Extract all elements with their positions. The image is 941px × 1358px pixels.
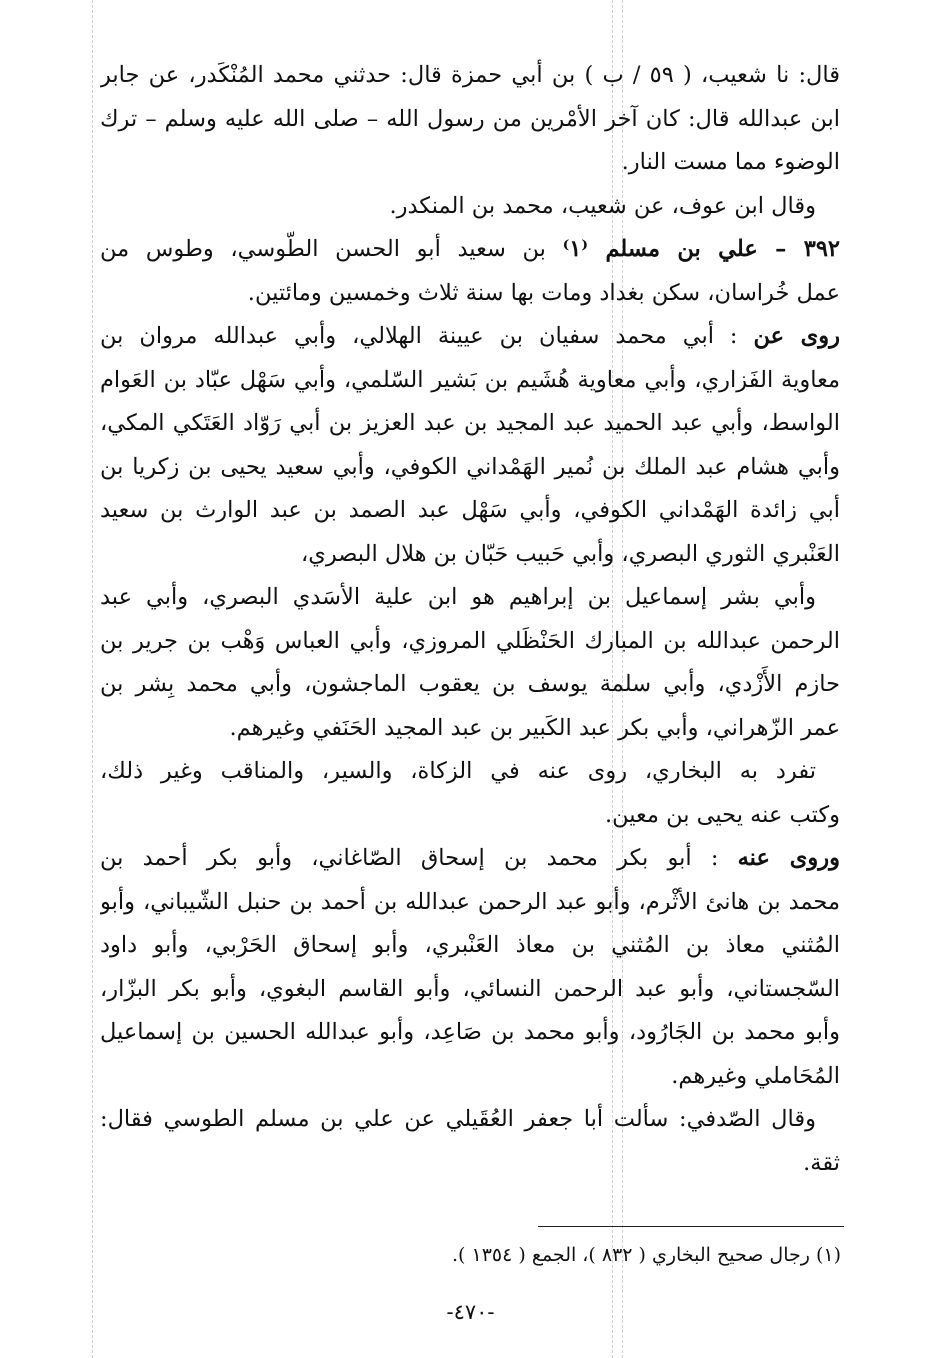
entry-heading-line: ٣٩٢ – علي بن مسلم ⁽١⁾ بن سعيد أبو الحسن الطّوسي، وطوس من	[100, 236, 840, 262]
text-line: الرحمن عبدالله بن المبارك الحَنْظَلي المروزي، وأبي العباس وَهْب بن جرير بن	[100, 627, 840, 654]
text-line: أبي زائدة الهَمْداني الكوفي، وأبي سَهْل عبد الصمد بن عبد الوارث بن سعيد	[100, 497, 840, 523]
page-number: -٤٧٠-	[446, 1300, 495, 1324]
text-line: ابن عبدالله قال: كان آخر الأمْرين من رسول الله – صلى الله عليه وسلم – ترك	[100, 105, 840, 132]
section-label: روى عن	[753, 323, 840, 349]
scan-fold-line	[92, 0, 93, 1358]
text-line: ثقة.	[803, 1149, 840, 1176]
entry-number-name: ٣٩٢ – علي بن مسلم ⁽١⁾	[562, 236, 840, 262]
text-line: وأبي بشر إسماعيل بن إبراهيم هو ابن علية الأسَدي البصري، وأبي عبد	[100, 584, 816, 610]
text-line: وأبو محمد بن الجَارُود، وأبو محمد بن صَاعِد، وأبو عبدالله الحسين بن إسماعيل	[100, 1019, 840, 1045]
text-line: الوضوء مما مست النار.	[621, 149, 840, 175]
text-line: المُثني معاذ بن المُثني بن معاذ العَنْبري، وأبو إسحاق الحَرْبي، وأبو داود	[100, 932, 840, 958]
footnote: (١) رجال صحيح البخاري ( ٨٣٢ )، الجمع ( ١٣٥٤ ).	[452, 1244, 841, 1266]
text-line: وقال ابن عوف، عن شعيب، محمد بن المنكدر.	[389, 192, 816, 219]
narrated-by-line: وروى عنه : أبو بكر محمد بن إسحاق الصّاغاني، وأبو بكر أحمد بن	[100, 845, 840, 871]
body-text	[100, 54, 840, 1185]
text-line: السّجستاني، وأبو عبد الرحمن النسائي، وأبو القاسم البغوي، وأبو بكر البزّار،	[100, 975, 840, 1002]
text-line: معاوية الفَزاري، وأبي معاوية هُشَيم بن بَشير السّلمي، وأبي سَهْل عبّاد بن العَوام	[100, 366, 840, 393]
text-line: قال: نا شعيب، ( ٥٩ / ب ) بن أبي حمزة قال: حدثني محمد المُنْكَدر، عن جابر	[100, 62, 840, 88]
text-line: وقال الصّدفي: سألت أبا جعفر العُقَيلي عن علي بن مسلم الطوسي فقال:	[100, 1106, 816, 1132]
text-line: المُحَاملي وغيرهم.	[671, 1062, 840, 1089]
text-line: تفرد به البخاري، روى عنه في الزكاة، والسير، والمناقب وغير ذلك،	[100, 758, 816, 784]
text-line: حازم الأَزْدي، وأبي سلمة يوسف بن يعقوب الماجشون، وأبي محمد بِشر بن	[100, 671, 840, 697]
text-line: العَنْبري الثوري البصري، وأبي حَبيب حَبّان بن هلال البصري،	[301, 540, 840, 567]
section-label: وروى عنه	[737, 845, 840, 871]
footnote-rule	[538, 1226, 844, 1227]
text-line: عمل خُراسان، سكن بغداد ومات بها سنة ثلاث وخمسين ومائتين.	[247, 279, 840, 306]
text-line: الواسط، وأبي عبد الحميد عبد المجيد بن عبد العزيز بن أبي رَوّاد العَتَكي المكي،	[100, 410, 840, 436]
text-line: محمد بن هانئ الأثْرم، وأبو عبد الرحمن عبدالله بن أحمد بن حنبل الشّيباني، وأبو	[100, 888, 840, 915]
text-line: عمر الزّهراني، وأبي بكر عبد الكَبير بن عبد المجيد الحَنَفي وغيرهم.	[229, 714, 840, 741]
text-line: وكتب عنه يحيى بن معين.	[604, 801, 840, 828]
text-line: وأبي هشام عبد الملك بن نُمير الهَمْداني الكوفي، وأبي سعيد يحيى بن زكريا بن	[100, 453, 840, 480]
narrated-from-line: روى عن : أبي محمد سفيان بن عيينة الهلالي، وأبي عبدالله مروان بن	[100, 323, 840, 349]
